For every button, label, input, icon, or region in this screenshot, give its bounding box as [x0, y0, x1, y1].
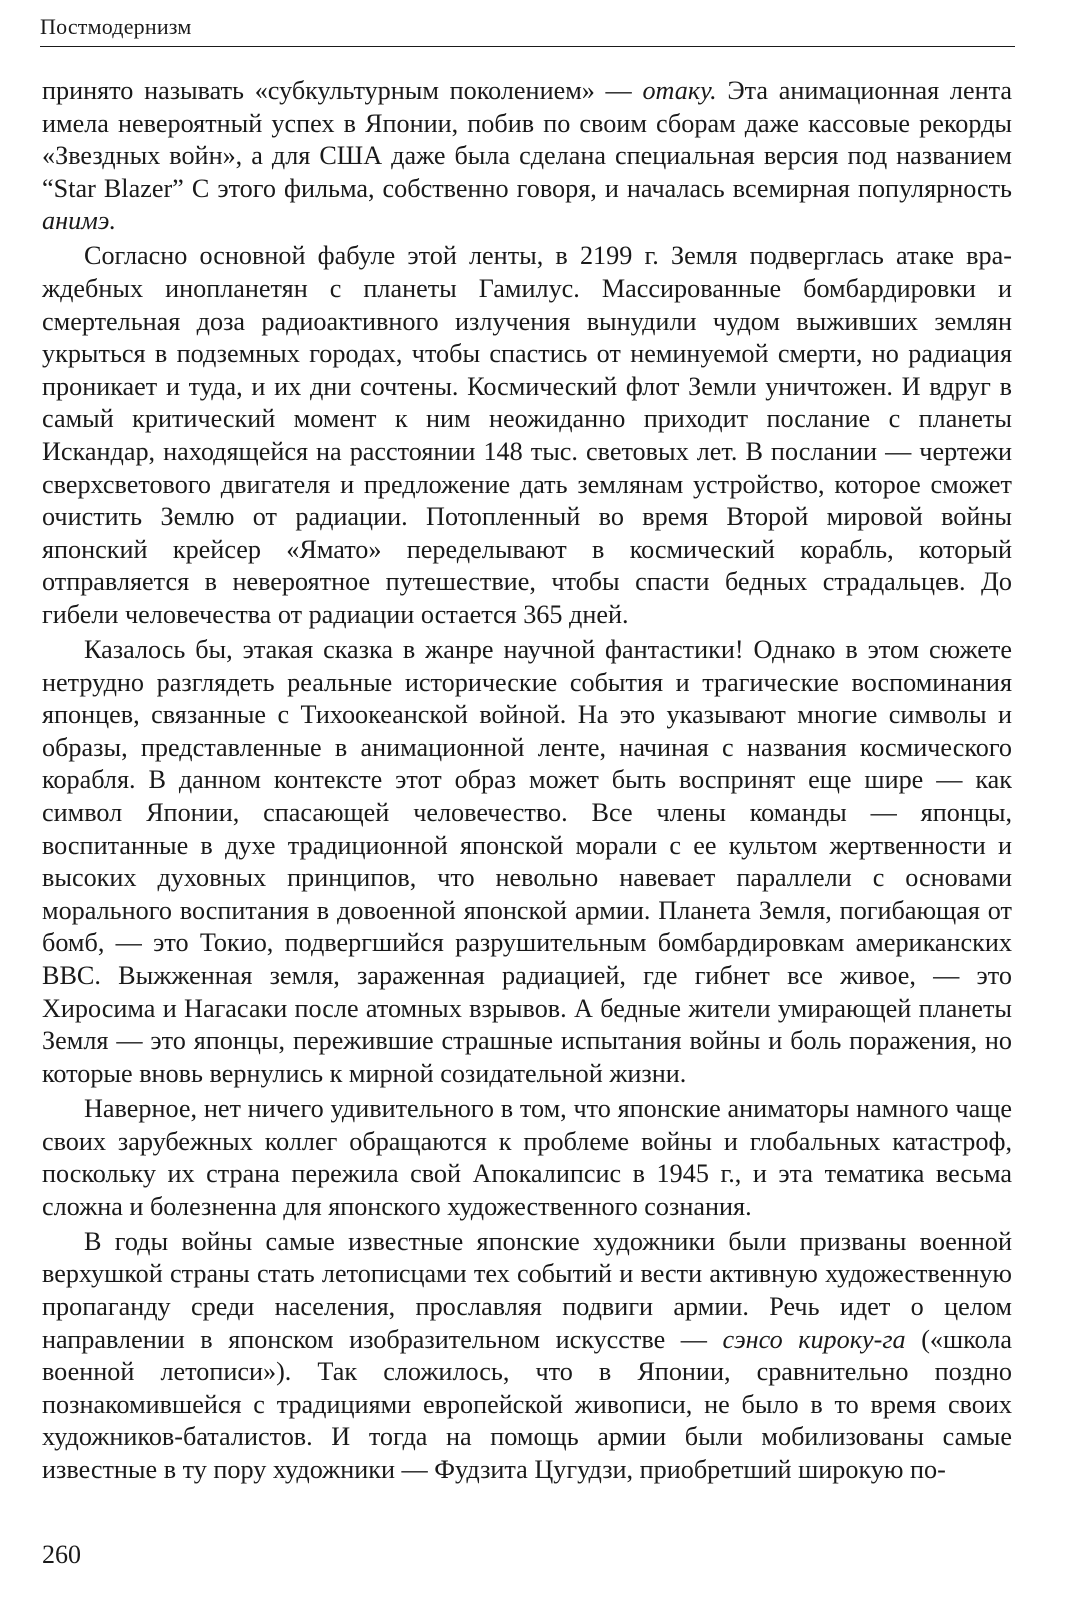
paragraph-2: Согласно основной фабуле этой ленты, в 2199 г. Земля подверглась атаке враждебных инопланетян с планеты Гамилус. Массированные бомбардировки и смертельная доза радиоактивного излучения вынудили чудом выживших землян укрыться в подземных городах, чтобы спастись от неминуемой смерти, но радиация проникает и туда, и их дни сочтены. Космический флот Земли уничтожен. И вдруг в самый критический момент к ним неожиданно приходит послание с планеты Искандар, находящейся на расстоянии 148 тыс. световых лет. В послании — чертежи сверхсветового двигателя и предложение дать землянам устройство, которое сможет очистить Землю от радиации. Потопленный во время Второй мировой войны японский крейсер «Ямато» переделывают в космический корабль, который отправляется в невероятное путешествие, чтобы спасти бедных страдальцев. До гибели человечества от радиации остается 365 дней.	[42, 241, 1012, 629]
paragraph-4: Наверное, нет ничего удивительного в том, что японские аниматоры намного чаще своих зарубежных коллег обращаются к проблеме войны и глобальных катастроф, поскольку их страна пережила свой Апокалипсис в 1945 г., и эта тематика весьма сложна и болезненна для японского художественного сознания.	[42, 1093, 1012, 1221]
page-number: 260	[42, 1540, 81, 1569]
paragraph-5-text-cont: («школа военной летописи»). Так сложилось, что в Японии, сравнительно поздно познакомившейся с традициями европейской живописи, не было в то время своих художников-баталистов. И тогда на помощь армии были мобилизованы самые известные в ту пору художники — Фудзита Цугудзи, приобретший широкую по-	[42, 1324, 1013, 1484]
paragraph-1-text-cont: Эта анимационная лента имела невероятный успех в Японии, побив по своим сборам даже кассовые рекорды «Звездных войн», а для США даже была сделана специальная версия под названием “Star Blazer” С этого фильма, собственно говоря, и началась всемирная популярность	[42, 76, 1012, 203]
paragraph-1-term-anime: анимэ.	[42, 206, 116, 236]
header-rule	[40, 46, 1015, 47]
paragraph-5	[42, 1226, 1012, 1487]
paragraph-1-text: принято называть «субкультурным поколением» —	[42, 76, 643, 105]
paragraph-5-term-senso-kiroku-ga: сэнсо кироку-га	[722, 1324, 906, 1354]
running-title: Постмодернизм	[40, 14, 192, 39]
paragraph-1-term-otaku: отаку.	[642, 76, 717, 105]
paragraph-3: Казалось бы, этакая сказка в жанре научной фантастики! Однако в этом сюжете нетрудно разглядеть реальные исторические события и трагические воспоминания японцев, связанные с Тихоокеанской войной. На это указывают многие символы и образы, представленные в анимационной ленте, начиная с названия космического корабля. В данном контексте этот образ может быть воспринят еще шире — как символ Японии, спасающей человечество. Все члены команды — японцы, воспитанные в духе традиционной японской морали с ее культом жертвенности и высоких духовных принципов, что невольно навевает параллели с основами морального воспитания в довоенной японской армии. Планета Земля, погибающая от бомб, — это Токио, подвергшийся разрушительным бомбардировкам американских ВВС. Выжженная земля, зараженная радиацией, где гибнет все живое, — это Хиросима и Нагасаки после атомных взрывов. А бедные жители умирающей планеты Земля — это японцы, пережившие страшные испытания войны и боль поражения, но которые вновь вернулись к мирной созидательной жизни.	[42, 635, 1012, 1088]
paragraph-1	[42, 75, 1012, 238]
body-text	[42, 75, 1012, 1487]
paragraph-5-text: В годы войны самые известные японские художники были призваны военной верхушкой страны стать летописцами тех событий и вести активную художественную пропаганду среди населения, прославляя подвиги армии. Речь идет о целом направлении в японском изобразительном искусстве —	[42, 1226, 1012, 1354]
